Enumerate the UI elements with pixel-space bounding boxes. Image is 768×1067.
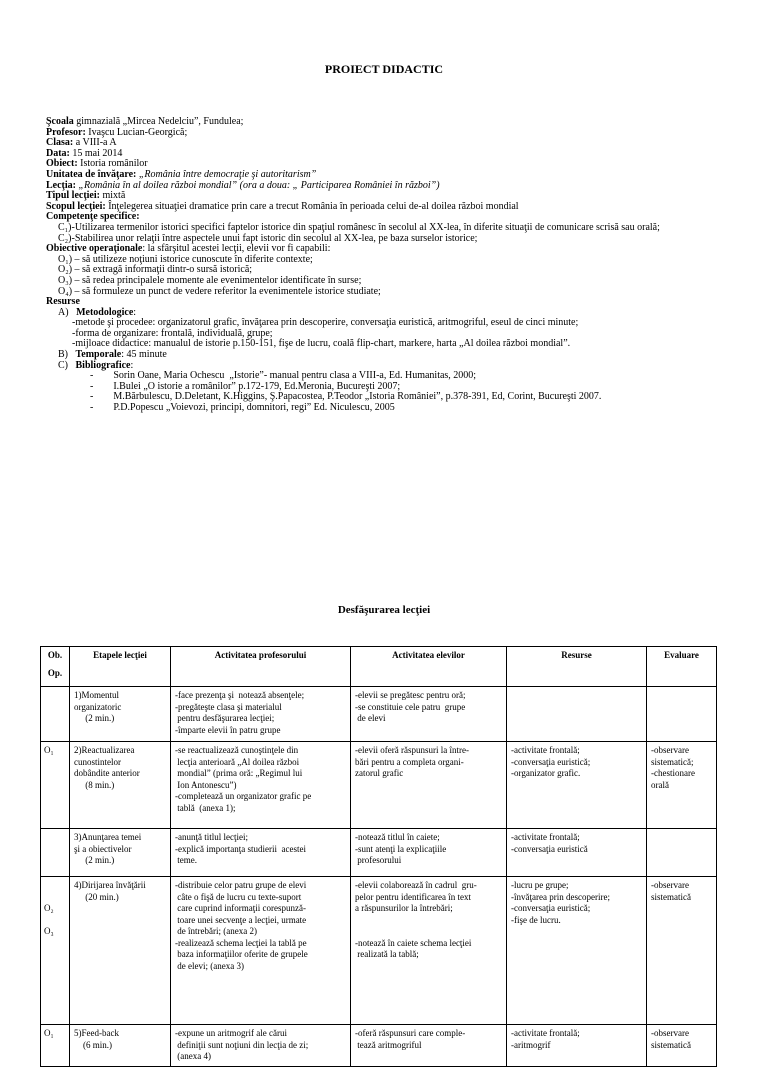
resources-heading: [46, 296, 746, 307]
teacher-activity-cell-line: mondial” (prima oră: „Regimul lui: [175, 768, 303, 779]
evaluation-cell-line: sistematică: [651, 891, 691, 902]
lesson-label: Lecţia:: [46, 179, 76, 191]
resources-cell: [507, 829, 647, 877]
teacher-activity-cell-line: Ion Antonescu”): [175, 779, 237, 790]
bibliography-item: - Sorin Oane, Maria Ochescu „Istorie”- manual pentru clasa a VIII-a, Ed. Humanitas, 2000;: [90, 370, 477, 382]
teacher-activity-cell-line: câte o fişă de lucru cu texte-suport: [175, 891, 302, 902]
methodological-label: Metodologice: [76, 306, 134, 318]
evaluation-cell: [647, 877, 717, 1025]
lesson-header: [46, 116, 746, 413]
teacher-activity-cell-line: definiţii sunt noţiuni din lecţia de zi;: [175, 1039, 309, 1050]
bibliography-item: - P.D.Popescu „Voievozi, principi, domnitori, regi” Ed. Niculescu, 2005: [90, 402, 395, 414]
student-activity-cell-line: [355, 926, 502, 938]
teacher-activity-cell-line: -realizează schema lecţiei la tablă pe: [175, 937, 307, 948]
objective-cell-line: O₁: [44, 745, 54, 755]
stage-cell-line: (20 min.): [74, 891, 119, 902]
bibliography-item: - M.Bărbulescu, D.Deletant, K.Higgins, Ş.Papacostea, P.Teodor „Istoria României”, p.378-391, Ed, Corint, Bucureşti 2007.: [90, 391, 602, 403]
evaluation-cell-line: -observare: [651, 1028, 689, 1038]
page-title: PROIECT DIDACTIC: [324, 62, 444, 76]
lesson-value: „România în al doilea război mondial” (ora a doua: „ Participarea României în război”): [76, 179, 440, 191]
objective-item: O₂) – să extragă informaţii dintr-o sursă istorică;: [58, 264, 253, 276]
objective-cell-line: O₁: [44, 1028, 54, 1038]
teacher-activity-cell-line: care cuprind informaţii corespunză-: [175, 903, 306, 914]
student-activity-cell-line: -notează titlul în caiete;: [355, 832, 440, 842]
subject-label: Obiect:: [46, 158, 78, 170]
resources-cell-line: -conversaţia euristică: [511, 843, 588, 854]
school-line: [46, 116, 746, 127]
teacher-activity-cell-line: de elevi; (anexa 3): [175, 960, 244, 971]
purpose-value: Înţelegerea situaţiei dramatice prin care a trecut România în perioada celui de-al doilea război mondial: [105, 200, 519, 212]
teacher-activity-cell-line: toare unei secvenţe a lecţiei, urmate: [175, 914, 307, 925]
unit-value: „România între democraţie şi autoritarism”: [136, 168, 317, 180]
student-activity-cell: [351, 1025, 507, 1067]
teacher-value: Ivaşcu Lucian-Georgică;: [85, 126, 188, 138]
teacher-activity-cell-line: baza informaţiilor oferite de grupele: [175, 949, 308, 960]
teacher-activity-cell: [171, 1025, 351, 1067]
objective-cell-line: O₃: [44, 926, 54, 937]
date-value: 15 mai 2014: [69, 147, 123, 159]
methodological-item: -mijloace didactice: manualul de istorie p.150-151, fişe de lucru, coală flip-chart, markere, harta „Al doilea război mondial”.: [72, 338, 571, 350]
teacher-activity-cell-line: -explică importanţa studierii acestei: [175, 843, 306, 854]
stage-cell-line: 4)Dirijarea învăţării: [74, 880, 146, 890]
competences-label: Competenţe specifice:: [46, 211, 140, 223]
stage-cell-line: (2 min.): [74, 713, 115, 724]
stage-cell-line: organizatoric: [74, 701, 122, 712]
teacher-activity-cell-line: -se reactualizează cunoştinţele din: [175, 745, 299, 755]
time-line: [46, 349, 746, 360]
section-title: Desfăşurarea lecţiei: [337, 604, 431, 616]
lesson-table: [40, 646, 717, 1067]
column-header-ob-line2: Op.: [47, 667, 63, 678]
resources-cell-line: -fişe de lucru.: [511, 914, 561, 925]
methodological-item: -forma de organizare: frontală, individuală, grupe;: [72, 327, 273, 339]
table-row: [41, 829, 717, 877]
student-activity-cell-line: -sunt atenţi la explicaţiile: [355, 843, 447, 854]
objectives-heading: [46, 243, 746, 254]
objective-cell: [41, 1025, 70, 1067]
student-activity-cell: [351, 687, 507, 742]
objective-cell: [41, 829, 70, 877]
objective-item: O₃) – să redea principalele momente ale evenimentelor identificate în surse;: [58, 274, 362, 286]
bibliography-colon: :: [130, 359, 134, 371]
methodological-colon: :: [133, 306, 137, 318]
time-prefix: B): [58, 349, 68, 361]
resources-cell-line: -activitate frontală;: [511, 745, 580, 755]
table-row: [41, 877, 717, 1025]
stage-cell-line: dobândite anterior: [74, 768, 140, 779]
teacher-line: [46, 127, 746, 138]
methodological-prefix: A): [58, 306, 69, 318]
time-label: Temporale: [75, 349, 122, 361]
table-row: [41, 742, 717, 829]
stage-cell-line: cunostintelor: [74, 756, 121, 767]
teacher-activity-cell-line: tablă (anexa 1);: [175, 802, 236, 813]
evaluation-cell: [647, 1025, 717, 1067]
lesson-line: [46, 180, 746, 191]
student-activity-cell-line: -elevii colaborează în cadrul gru-: [355, 880, 477, 890]
objective-cell: [41, 742, 70, 829]
bibliography-heading: [46, 360, 746, 371]
purpose-line: [46, 201, 746, 212]
student-activity-cell-line: realizată la tablă;: [355, 949, 419, 960]
student-activity-cell-line: -se constituie cele patru grupe: [355, 701, 466, 712]
student-activity-cell: [351, 877, 507, 1025]
stage-cell: [70, 687, 171, 742]
student-activity-cell: [351, 829, 507, 877]
objective-item: O₄) – să formuleze un punct de vedere referitor la evenimentele istorice studiate;: [58, 285, 381, 297]
teacher-activity-cell-line: teme.: [175, 855, 197, 866]
resources-cell-line: -aritmogrif: [511, 1039, 551, 1050]
competence-item: C₁)-Utilizarea termenilor istorici specifici faptelor istorice din spaţiul românesc în secolul al XX-lea, în diferite situaţii de comunicare scrisă sau orală;: [58, 221, 660, 233]
teacher-activity-cell-line: pentru desfăşurarea lecţiei;: [175, 713, 275, 724]
subject-line: [46, 158, 746, 169]
teacher-activity-cell-line: -completează un organizator grafic pe: [175, 791, 312, 802]
objective-cell-line: O₂: [44, 903, 54, 913]
evaluation-cell: [647, 687, 717, 742]
stage-cell-line: (2 min.): [74, 855, 115, 866]
table-row: [41, 687, 717, 742]
stage-cell-line: 1)Momentul: [74, 690, 119, 700]
evaluation-cell-line: sistematică: [651, 1039, 691, 1050]
student-activity-cell-line: profesorului: [355, 855, 402, 866]
evaluation-cell: [647, 742, 717, 829]
evaluation-cell-line: sistematică;: [651, 756, 694, 767]
class-line: [46, 137, 746, 148]
stage-cell-line: şi a obiectivelor: [74, 843, 132, 854]
evaluation-cell-line: -observare: [651, 880, 689, 890]
student-activity-cell-line: a răspunsurilor la întrebări;: [355, 903, 453, 914]
competences-heading: [46, 211, 746, 222]
student-activity-cell-line: -elevii oferă răspunsuri la între-: [355, 745, 469, 755]
objective-cell: [41, 877, 70, 1025]
bibliography-item: - I.Bulei „O istorie a românilor” p.172-179, Ed.Meronia, Bucureşti 2007;: [90, 380, 401, 392]
resources-cell-line: -organizator grafic.: [511, 768, 581, 779]
resources-cell-line: -învăţarea prin descoperire;: [511, 891, 610, 902]
resources-cell-line: -activitate frontală;: [511, 832, 580, 842]
evaluation-cell-line: -observare: [651, 745, 689, 755]
teacher-activity-cell-line: (anexa 4): [175, 1051, 211, 1062]
column-header-stages: Etapele lecţiei: [70, 647, 171, 687]
evaluation-cell: [647, 829, 717, 877]
purpose-label: Scopul lecţiei:: [46, 200, 106, 212]
teacher-activity-cell-line: de întrebări; (anexa 2): [175, 926, 257, 937]
stage-cell: [70, 1025, 171, 1067]
class-label: Clasa:: [46, 137, 74, 149]
column-header-resources: Resurse: [507, 647, 647, 687]
evaluation-cell-line: orală: [651, 779, 669, 790]
student-activity-cell-line: de elevi: [355, 713, 386, 724]
resources-cell: [507, 1025, 647, 1067]
student-activity-cell-line: pelor pentru identificarea în text: [355, 891, 471, 902]
resources-cell-line: -activitate frontală;: [511, 1028, 580, 1038]
stage-cell-line: 5)Feed-back: [74, 1028, 119, 1038]
stage-cell-line: 3)Anunţarea temei: [74, 832, 142, 842]
bibliography-label: Bibliografice: [75, 359, 131, 371]
resources-cell-line: -conversaţia euristică;: [511, 903, 591, 914]
stage-cell-line: 2)Reactualizarea: [74, 745, 135, 755]
objective-item: O₁) – să utilizeze noţiuni istorice cunoscute în diferite contexte;: [58, 253, 313, 265]
resources-cell: [507, 687, 647, 742]
methodological-item: -metode şi procedee: organizatorul grafic, învăţarea prin descoperire, conversaţia euristică, aritmogriful, eseul de cinci minute;: [72, 317, 579, 329]
objective-cell-line: [44, 892, 69, 904]
objective-cell-line: [44, 880, 69, 892]
school-label: Şcoala: [46, 116, 74, 127]
teacher-activity-cell-line: -pregăteşte clasa şi materialul: [175, 701, 282, 712]
methodological-heading: [46, 307, 746, 318]
teacher-activity-cell: [171, 742, 351, 829]
unit-label: Unitatea de învăţare:: [46, 168, 137, 180]
lesson-type-line: [46, 190, 746, 201]
class-value: a VIII-a A: [73, 137, 117, 149]
teacher-activity-cell-line: -distribuie celor patru grupe de elevi: [175, 880, 307, 890]
student-activity-cell-line: -elevii se pregătesc pentru oră;: [355, 690, 466, 700]
unit-line: [46, 169, 746, 180]
student-activity-cell-line: tează aritmogriful: [355, 1039, 422, 1050]
student-activity-cell-line: [355, 915, 502, 927]
stage-cell-line: (6 min.): [74, 1039, 112, 1050]
column-header-ob: [41, 647, 70, 687]
school-value: gimnazială „Mircea Nedelciu”, Fundulea;: [73, 116, 244, 127]
resources-cell-line: -conversaţia euristică;: [511, 756, 591, 767]
column-header-student-activity: Activitatea elevilor: [351, 647, 507, 687]
lesson-type-label: Tipul lecţiei:: [46, 190, 100, 202]
student-activity-cell-line: bări pentru a completa organi-: [355, 756, 464, 767]
stage-cell-line: (8 min.): [74, 779, 115, 790]
table-row: [41, 1025, 717, 1067]
date-line: [46, 148, 746, 159]
stage-cell: [70, 877, 171, 1025]
teacher-activity-cell-line: lecţia anterioară „Al doilea război: [175, 756, 300, 767]
stage-cell: [70, 742, 171, 829]
teacher-activity-cell: [171, 877, 351, 1025]
resources-label: Resurse: [46, 296, 80, 308]
stage-cell: [70, 829, 171, 877]
student-activity-cell-line: -notează în caiete schema lecţiei: [355, 937, 472, 948]
resources-cell-line: -lucru pe grupe;: [511, 880, 569, 890]
evaluation-cell-line: -chestionare: [651, 768, 695, 779]
objective-cell: [41, 687, 70, 742]
teacher-activity-cell-line: -expune un aritmogrif ale cărui: [175, 1028, 287, 1038]
objectives-label: Obiective operaţionale: [46, 243, 143, 255]
teacher-activity-cell-line: -împarte elevii în patru grupe: [175, 724, 281, 735]
lesson-type-value: mixtă: [99, 190, 126, 202]
resources-cell: [507, 877, 647, 1025]
table-header-row: [41, 647, 717, 687]
objectives-intro: : la sfârşitul acestei lecţii, elevii vor fi capabili:: [142, 243, 331, 255]
student-activity-cell: [351, 742, 507, 829]
teacher-activity-cell-line: -anunţă titlul lecţiei;: [175, 832, 248, 842]
teacher-activity-cell: [171, 829, 351, 877]
subject-value: Istoria românilor: [77, 158, 148, 170]
student-activity-cell-line: -oferă răspunsuri care comple-: [355, 1028, 466, 1038]
column-header-evaluation: Evaluare: [647, 647, 717, 687]
column-header-teacher-activity: Activitatea profesorului: [171, 647, 351, 687]
date-label: Data:: [46, 147, 70, 159]
student-activity-cell-line: zatorul grafic: [355, 768, 404, 779]
teacher-activity-cell: [171, 687, 351, 742]
resources-cell: [507, 742, 647, 829]
objective-cell-line: [44, 915, 69, 927]
teacher-label: Profesor:: [46, 126, 86, 138]
bibliography-prefix: C): [58, 359, 68, 371]
teacher-activity-cell-line: -face prezenţa şi notează absenţele;: [175, 690, 305, 700]
time-value: : 45 minute: [121, 349, 167, 361]
competence-item: C₂)-Stabilirea unor relaţii între aspectele unui fapt istoric din secolul al XX-lea, pe baza surselor istorice;: [58, 232, 478, 244]
column-header-ob-line1: Ob.: [47, 650, 63, 660]
